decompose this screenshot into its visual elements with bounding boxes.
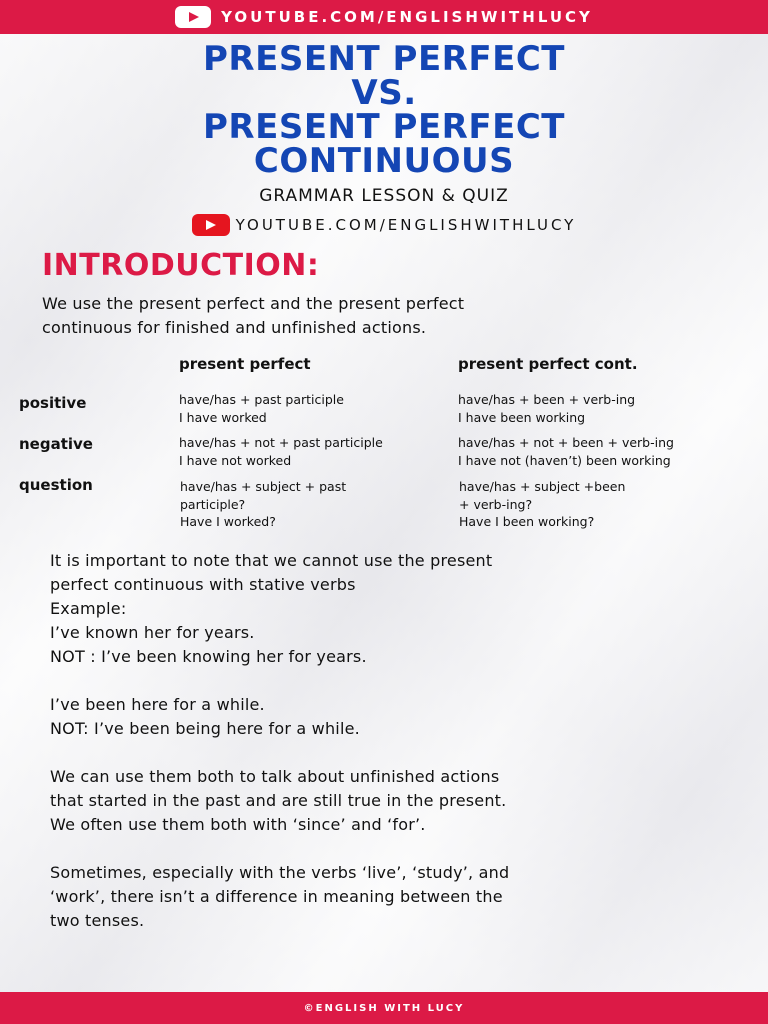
- note-unfinished-actions: [50, 765, 730, 837]
- cell-line: have/has + subject + past: [180, 479, 347, 494]
- note-line: We can use them both to talk about unfinished actions: [50, 767, 500, 786]
- table-cell: [458, 391, 635, 426]
- intro-line: continuous for finished and unfinished actions.: [42, 318, 427, 337]
- footer-bar: [0, 992, 768, 1024]
- row-label-positive: positive: [19, 394, 87, 412]
- subtitle: GRAMMAR LESSON & QUIZ: [259, 186, 509, 206]
- table-cell: [458, 434, 674, 469]
- row-label-question: question: [19, 476, 93, 494]
- note-line: We often use them both with ‘since’ and ‘for’.: [50, 815, 426, 834]
- note-line: Example:: [50, 599, 127, 618]
- note-no-difference: [50, 861, 730, 933]
- note-line: NOT: I’ve been being here for a while.: [50, 719, 360, 738]
- cell-line: I have not (haven’t) been working: [458, 452, 671, 468]
- note-line: ‘work’, there isn’t a difference in meaning between the: [50, 887, 503, 906]
- cell-line: Have I worked?: [180, 514, 276, 529]
- footer-text: ©ENGLISH WITH LUCY: [303, 1002, 465, 1014]
- cell-line: I have not worked: [179, 452, 292, 468]
- cell-line: Have I been working?: [459, 514, 595, 529]
- youtube-icon: [175, 6, 211, 28]
- channel-link[interactable]: [0, 214, 768, 236]
- header-url[interactable]: YOUTUBE.COM/ENGLISHWITHLUCY: [221, 8, 593, 26]
- cell-line: have/has + not + past participle: [179, 435, 383, 450]
- note-stative-verbs: [50, 549, 730, 669]
- note-line: I’ve known her for years.: [50, 623, 255, 642]
- cell-line: have/has + past participle: [179, 392, 344, 407]
- note-line: two tenses.: [50, 911, 145, 930]
- intro-line: We use the present perfect and the present perfect: [42, 294, 465, 313]
- cell-line: have/has + subject +been: [459, 479, 626, 494]
- cell-line: have/has + not + been + verb-ing: [458, 435, 674, 450]
- introduction-text: [42, 292, 702, 340]
- page-title: [0, 39, 768, 181]
- table-cell: [459, 478, 625, 531]
- title-line-4: CONTINUOUS: [253, 141, 515, 181]
- cell-line: I have worked: [179, 409, 267, 425]
- title-line-1: PRESENT PERFECT: [203, 39, 565, 79]
- note-line: I’ve been here for a while.: [50, 695, 265, 714]
- header-bar: [0, 0, 768, 34]
- table-cell: [179, 391, 344, 426]
- table-cell: [179, 434, 383, 469]
- youtube-icon: [192, 214, 230, 236]
- column-header-present-perfect-cont: present perfect cont.: [458, 355, 638, 373]
- note-line: that started in the past and are still true in the present.: [50, 791, 507, 810]
- row-label-negative: negative: [19, 435, 93, 453]
- title-line-2: VS.: [351, 73, 417, 113]
- note-example: [50, 693, 730, 741]
- note-line: perfect continuous with stative verbs: [50, 575, 356, 594]
- title-line-3: PRESENT PERFECT: [203, 107, 565, 147]
- note-line: Sometimes, especially with the verbs ‘live’, ‘study’, and: [50, 863, 510, 882]
- note-line: NOT : I’ve been knowing her for years.: [50, 647, 367, 666]
- note-line: It is important to note that we cannot use the present: [50, 551, 493, 570]
- cell-line: participle?: [180, 496, 246, 512]
- cell-line: + verb-ing?: [459, 496, 533, 512]
- column-header-present-perfect: present perfect: [179, 355, 311, 373]
- introduction-heading: INTRODUCTION:: [42, 248, 320, 283]
- table-cell: [180, 478, 346, 531]
- cell-line: have/has + been + verb-ing: [458, 392, 636, 407]
- cell-line: I have been working: [458, 409, 586, 425]
- channel-url[interactable]: YOUTUBE.COM/ENGLISHWITHLUCY: [235, 216, 577, 234]
